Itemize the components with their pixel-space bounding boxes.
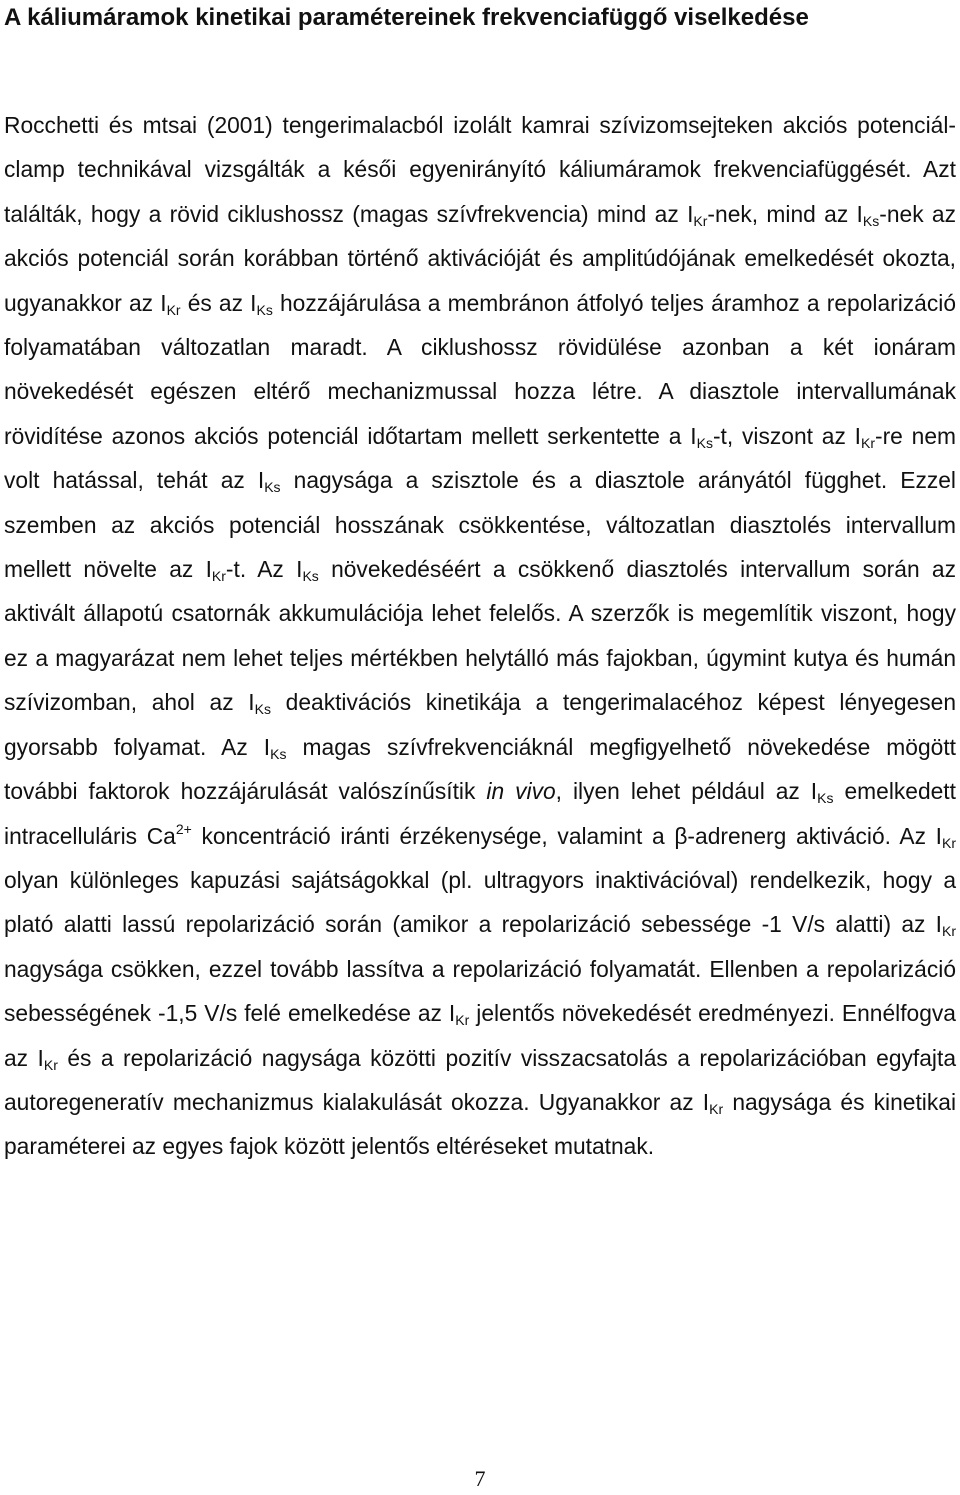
text-segment: koncentráció iránti érzékenysége, valamint a β-adrenerg aktiváció. Az I bbox=[191, 822, 942, 849]
section-heading: A káliumáramok kinetikai paramétereinek frekvenciafüggő viselkedése bbox=[4, 4, 809, 31]
subscript-kr: Kr bbox=[941, 834, 956, 851]
text-segment: olyan különleges kapuzási sajátságokkal (pl. ultragyors inaktivációval) rendelkezik, hogy a plató alatti lassú repolarizáció során (amikor a repolarizáció sebessége -1 V/s alatti) az I bbox=[4, 866, 956, 938]
subscript-ks: Ks bbox=[817, 790, 834, 807]
subscript-kr: Kr bbox=[693, 212, 708, 229]
subscript-ks: Ks bbox=[254, 701, 271, 718]
subscript-kr: Kr bbox=[43, 1056, 58, 1073]
text-segment: Rocchetti és mtsai (2001) tengerimalacból izolált kamrai szívizomsejteken akciós potenciál-clamp technikával vizsgálták a késői egyenirányító káliumáramok frekvenciafüggését. Azt találták, hogy a rövid ciklushossz (magas szívfrekvencia) mind az I bbox=[4, 112, 956, 227]
text-segment: magas szívfrekvenciáknál megfigyelhető növekedése mögött további faktorok hozzájárulását valószínűsítik bbox=[4, 733, 956, 805]
page-number: 7 bbox=[474, 1466, 486, 1491]
subscript-kr: Kr bbox=[860, 434, 875, 451]
subscript-kr: Kr bbox=[455, 1012, 470, 1029]
subscript-ks: Ks bbox=[862, 212, 880, 229]
subscript-kr: Kr bbox=[166, 301, 181, 318]
text-segment: hozzájárulása a membránon átfolyó teljes áramhoz a repolarizáció folyamatában változatlan maradt. A ciklushossz rövidülése azonban a két ionáram növekedését egészen eltérő mechanizmussal hozza létre. A diasztole intervallumának rövidítése azonos akciós potenciál időtartam mellett serkentette a I bbox=[4, 289, 956, 449]
subscript-ks: Ks bbox=[696, 434, 713, 451]
text-segment: jelentős növekedését eredményezi. Ennélfogva az I bbox=[4, 1000, 956, 1071]
text-segment: nagysága csökken, ezzel tovább lassítva a repolarizáció folyamatát. Ellenben a repolarizáció sebességének -1,5 V/s felé emelkedése az I bbox=[4, 955, 956, 1027]
subscript-kr: Kr bbox=[709, 1100, 724, 1117]
text-segment: emelkedett intracelluláris Ca bbox=[4, 778, 956, 849]
text-segment: deaktivációs kinetikája a tengerimalacéhoz képest lényegesen gyorsabb folyamat. Az I bbox=[4, 689, 956, 760]
subscript-ks: Ks bbox=[302, 568, 319, 585]
subscript-kr: Kr bbox=[211, 568, 226, 585]
text-segment: és a repolarizáció nagysága közötti pozitív visszacsatolás a repolarizációban egyfajta autoregeneratív mechanizmus kialakulását okozza. Ugyanakkor az I bbox=[4, 1044, 957, 1115]
text-segment: -nek, mind az I bbox=[707, 200, 863, 227]
superscript-charge: 2+ bbox=[175, 820, 192, 837]
text-segment: -t, viszont az I bbox=[712, 422, 861, 449]
subscript-ks: Ks bbox=[256, 301, 273, 318]
subscript-kr: Kr bbox=[942, 923, 956, 940]
text-segment: -re nem volt hatással, tehát az I bbox=[4, 422, 956, 494]
text-segment: -nek az akciós potenciál során korábban történő aktivációját és amplitúdójának emelkedését okozta, ugyanakkor az I bbox=[4, 200, 956, 316]
text-segment: nagysága és kinetikai paraméterei az egyes fajok között jelentős eltéréseket mutatnak. bbox=[4, 1088, 957, 1160]
text-segment: , ilyen lehet például az I bbox=[555, 778, 818, 805]
text-segment: és az I bbox=[180, 289, 257, 316]
text-segment: -t. Az I bbox=[225, 556, 303, 583]
body-paragraph bbox=[4, 103, 956, 1169]
subscript-ks: Ks bbox=[270, 745, 287, 762]
text-segment: nagysága a szisztole és a diasztole arányától függhet. Ezzel szemben az akciós potenciál hosszának csökkentése, változatlan diasztolés intervallum mellett növelte az I bbox=[4, 467, 956, 583]
italic-term: in vivo bbox=[486, 778, 556, 805]
subscript-ks: Ks bbox=[264, 479, 281, 496]
text-segment: növekedéséért a csökkenő diasztolés intervallum során az aktivált állapotú csatornák akkumulációja lehet felelős. A szerzők is megemlítik viszont, hogy ez a magyarázat nem lehet teljes mértékben helytálló más fajokban, úgymint kutya és humán szívizomban, ahol az I bbox=[4, 556, 956, 716]
